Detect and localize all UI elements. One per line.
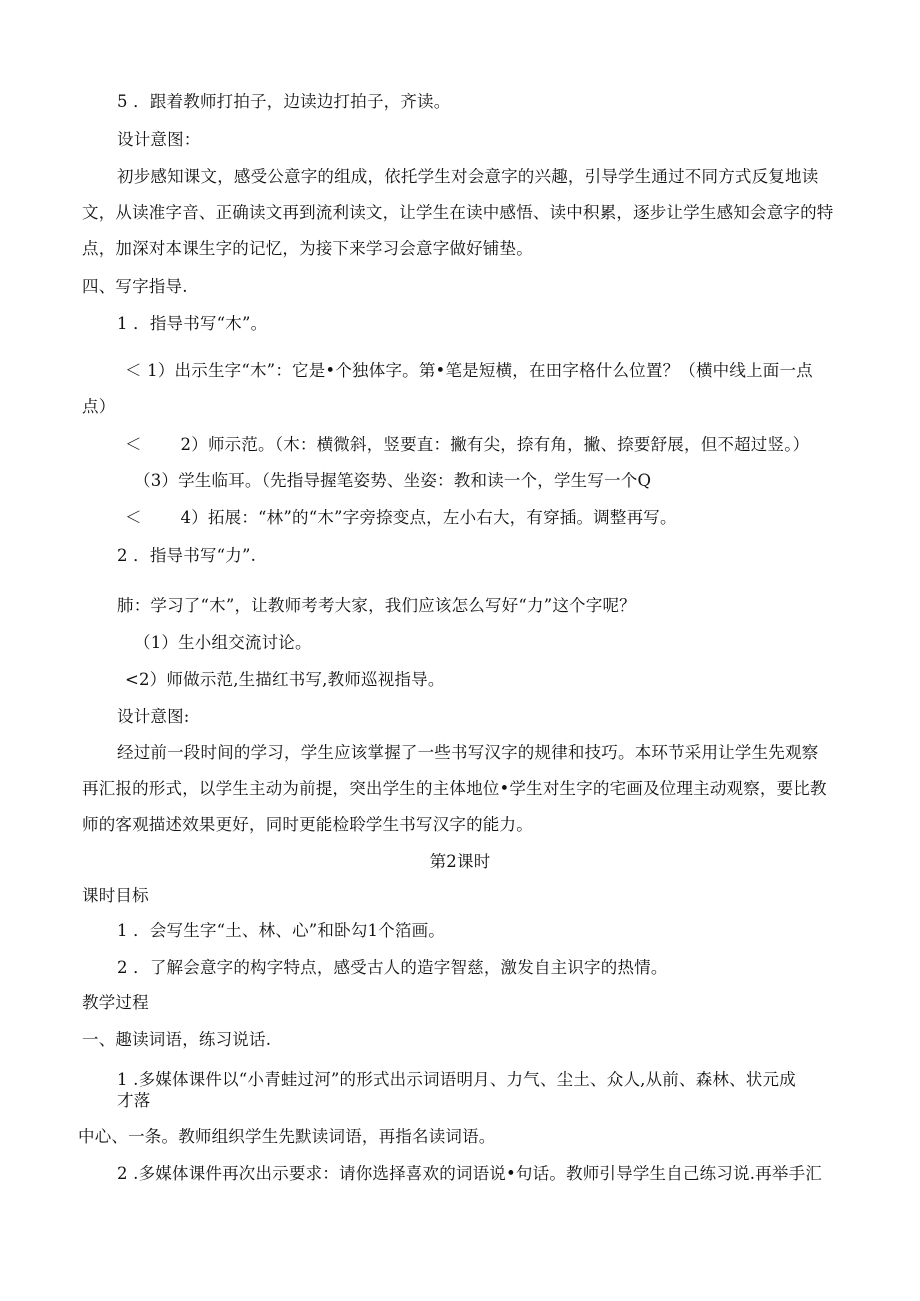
writing-substep: ＜ 1）出示生字“木”：它是•个独体字。第•笔是短横，在田字格什么位置？（横中线上面一点 bbox=[125, 361, 813, 380]
paragraph-line: 文，从读准字音、正确读文再到流利读文，让学生在读中感悟、读中积累，逐步让学生感知会意字的特 bbox=[82, 203, 834, 222]
paragraph-line: 再汇报的形式，以学生主动为前提，突出学生的主体地位•学生对生字的宅画及位理主动观察，要比教 bbox=[82, 779, 827, 798]
process-item-1-wrap: 才落 bbox=[117, 1091, 151, 1110]
writing-substep: <2）师做示范,生描红书写,教师巡视指导。 bbox=[125, 670, 445, 689]
paragraph-line: 点，加深对本课生字的记忆，为接下来学习会意字做好铺垫。 bbox=[82, 239, 533, 258]
process-item-2: 2 .多媒体课件再次出示要求：请你选择喜欢的词语说•句话。教师引导学生自己练习说.再举手汇 bbox=[117, 1164, 822, 1183]
step-5-text: 5 ．跟着教师打拍子，边读边打拍子，齐读。 bbox=[117, 92, 451, 111]
section-heading-writing-guide: 四、写字指导. bbox=[82, 277, 188, 296]
lesson-title: 第2课时 bbox=[429, 852, 491, 871]
goal-item-1: 1 ．会写生字“土、林、心”和卧勾1个箔画。 bbox=[117, 921, 446, 940]
writing-substep: ＜ 2）师示范。（木：横微斜，竖要直：撇有尖，捺有角，撇、捺要舒展，但不超过竖。） bbox=[125, 435, 810, 454]
paragraph-line: 经过前一段时间的学习，学生应该掌握了一些书写汉字的规律和技巧。本环节采用让学生先观察 bbox=[117, 743, 819, 762]
writing-substep: ＜ 4）拓展：“林”的“木”字旁捺变点，左小右大，有穿插。调整再写。 bbox=[125, 508, 677, 527]
design-intent-heading: 设计意图: bbox=[117, 707, 190, 726]
section-heading-lesson-goals: 课时目标 bbox=[82, 886, 149, 905]
section-heading-fun-reading: 一、趣读词语，练习说话. bbox=[82, 1030, 272, 1049]
writing-substep: （3）学生临耳。（先指导握笔姿势、坐姿：教和读一个，学生写一个Q bbox=[134, 471, 652, 490]
goal-item-2: 2 ．了解会意字的构字特点，感受古人的造字智慈，激发自主识字的热情。 bbox=[117, 958, 668, 977]
design-intent-heading: 设计意图： bbox=[117, 130, 201, 149]
writing-substep: 点） bbox=[82, 397, 116, 416]
paragraph-line: 初步感知课文，感受公意字的组成，依托学生对会意字的兴趣，引导学生通过不同方式反复地读 bbox=[117, 167, 819, 186]
teacher-question: 肺：学习了“木”，让教师考考大家，我们应该怎么写好“力”这个字呢？ bbox=[117, 596, 636, 615]
process-item-1: 1 .多媒体课件以“小青蛙过河”的形式出示词语明月、力气、尘土、众人,从前、森林、状元成 bbox=[117, 1070, 796, 1089]
writing-item-2: 2 ．指导书写“力”. bbox=[117, 546, 257, 565]
section-heading-teaching-process: 教学过程 bbox=[82, 993, 149, 1012]
paragraph-line: 中心、一条。教师组织学生先默读词语，再指名读词语。 bbox=[78, 1127, 496, 1146]
paragraph-line: 师的客观描述效果更好，同时更能检聆学生书写汉字的能力。 bbox=[82, 815, 533, 834]
writing-item-1: 1 ．指导书写“木”。 bbox=[117, 314, 268, 333]
writing-substep: （1）生小组交流讨论。 bbox=[134, 633, 312, 652]
